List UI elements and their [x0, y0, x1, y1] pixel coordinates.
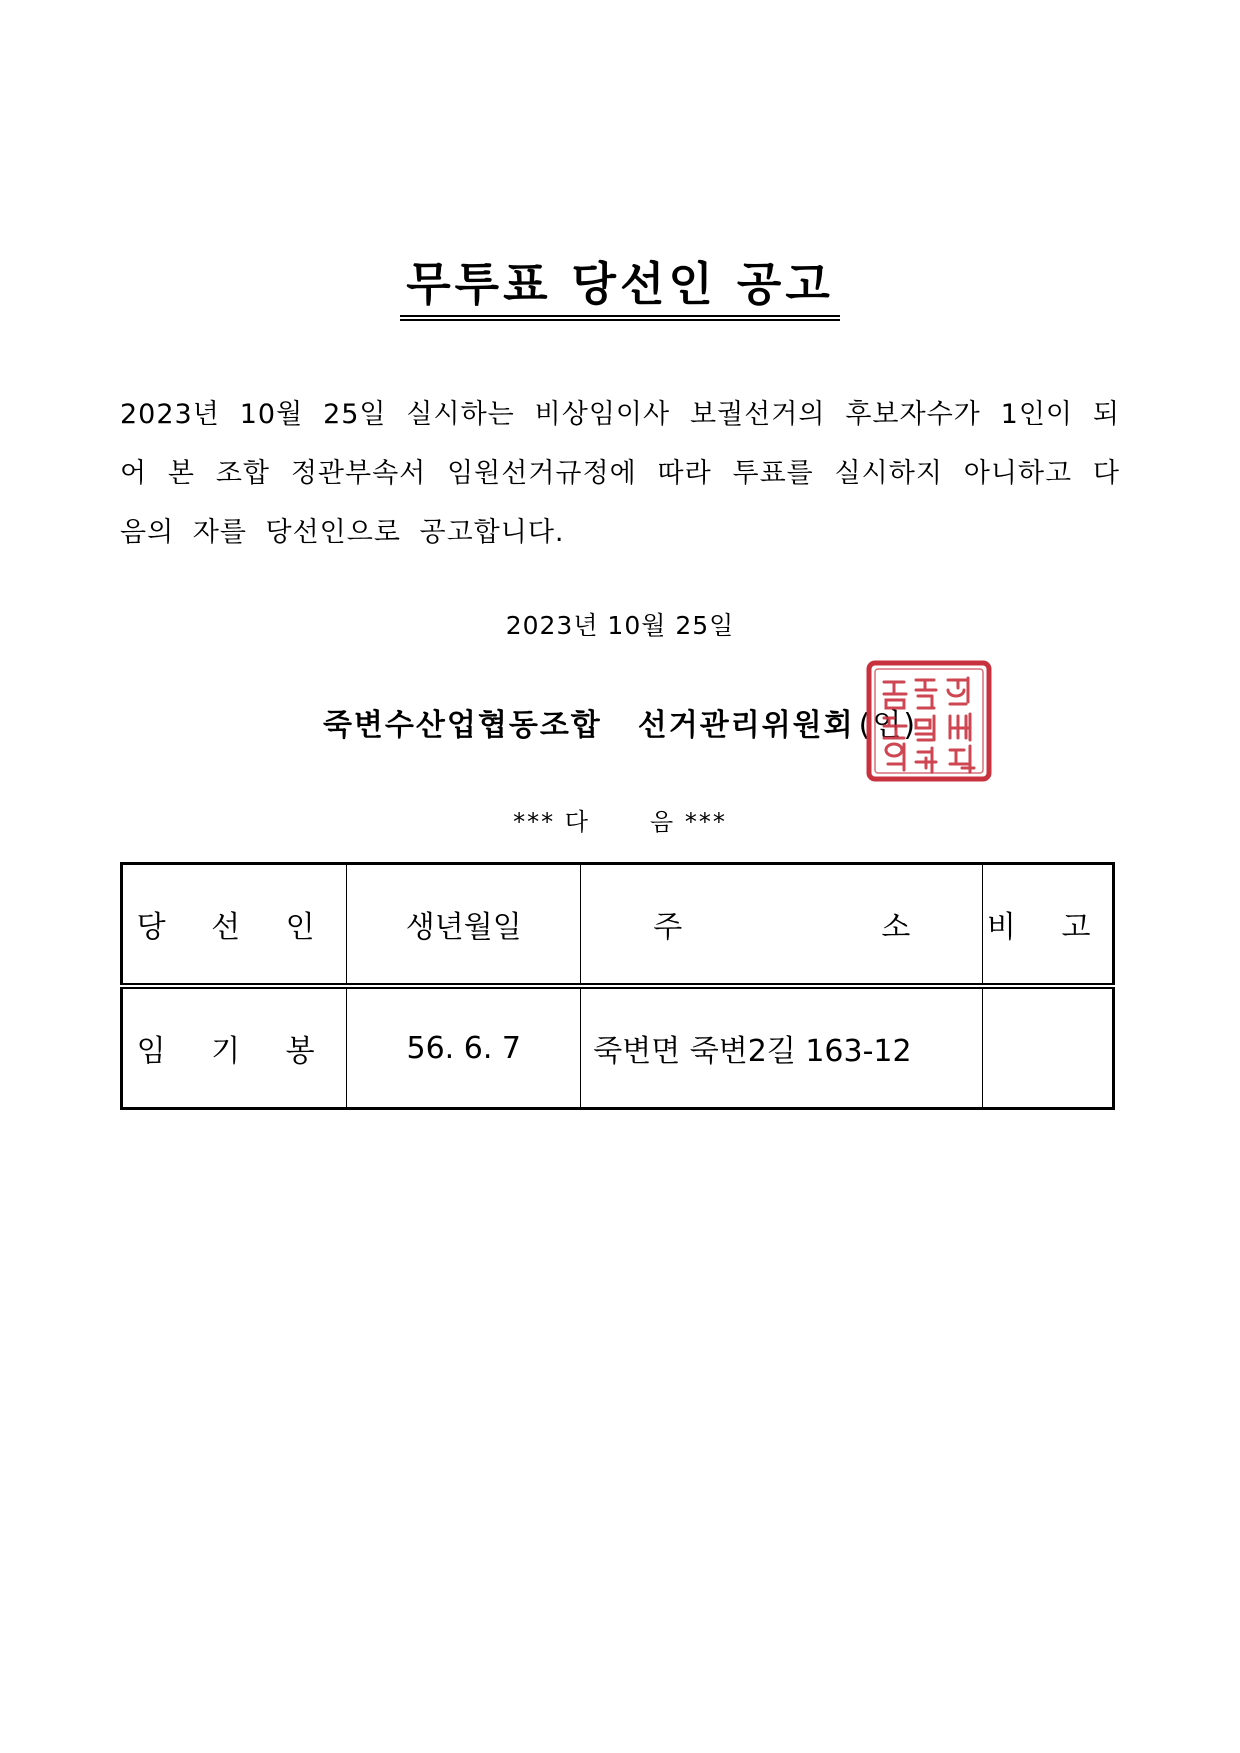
winner-table [120, 862, 1115, 1110]
header-address-part1: 주 [653, 910, 683, 945]
next-heading [0, 802, 1240, 837]
cell-address: 죽변면 죽변2길 163-12 [581, 986, 983, 1109]
table-header-row [122, 864, 1114, 987]
header-birthdate: 생년월일 [347, 864, 581, 987]
official-seal-stamp [866, 660, 992, 782]
organization-name: 죽변수산업협동조합 [322, 708, 602, 743]
issuer-line [0, 700, 1240, 744]
document-title: 무투표 당선인 공고 [400, 258, 840, 321]
header-address-part2: 소 [881, 910, 911, 945]
header-winner: 당 선 인 [122, 864, 347, 987]
next-heading-left: *** 다 [513, 808, 590, 836]
header-note: 비 고 [983, 864, 1114, 987]
header-address [581, 864, 983, 987]
cell-winner-name: 임 기 봉 [122, 986, 347, 1109]
announcement-date: 2023년 10월 25일 [505, 611, 735, 640]
seal-text: 죽변수협선거관리위원회인 [866, 660, 878, 661]
seal-mark: (인) [858, 708, 918, 743]
cell-birthdate: 56. 6. 7 [347, 986, 581, 1109]
announcement-body: 2023년 10월 25일 실시하는 비상임이사 보궐선거의 후보자수가 1인이 되어 본 조합 정관부속서 임원선거규정에 따라 투표를 실시하지 아니하고 다음의 자를 당선인으로 공고합니다. [120, 399, 1120, 548]
committee-name: 선거관리위원회 [637, 708, 855, 743]
table-row [122, 986, 1114, 1109]
document-title-wrap [0, 258, 1240, 321]
cell-note [983, 986, 1114, 1109]
next-heading-right: 음 *** [650, 808, 727, 836]
